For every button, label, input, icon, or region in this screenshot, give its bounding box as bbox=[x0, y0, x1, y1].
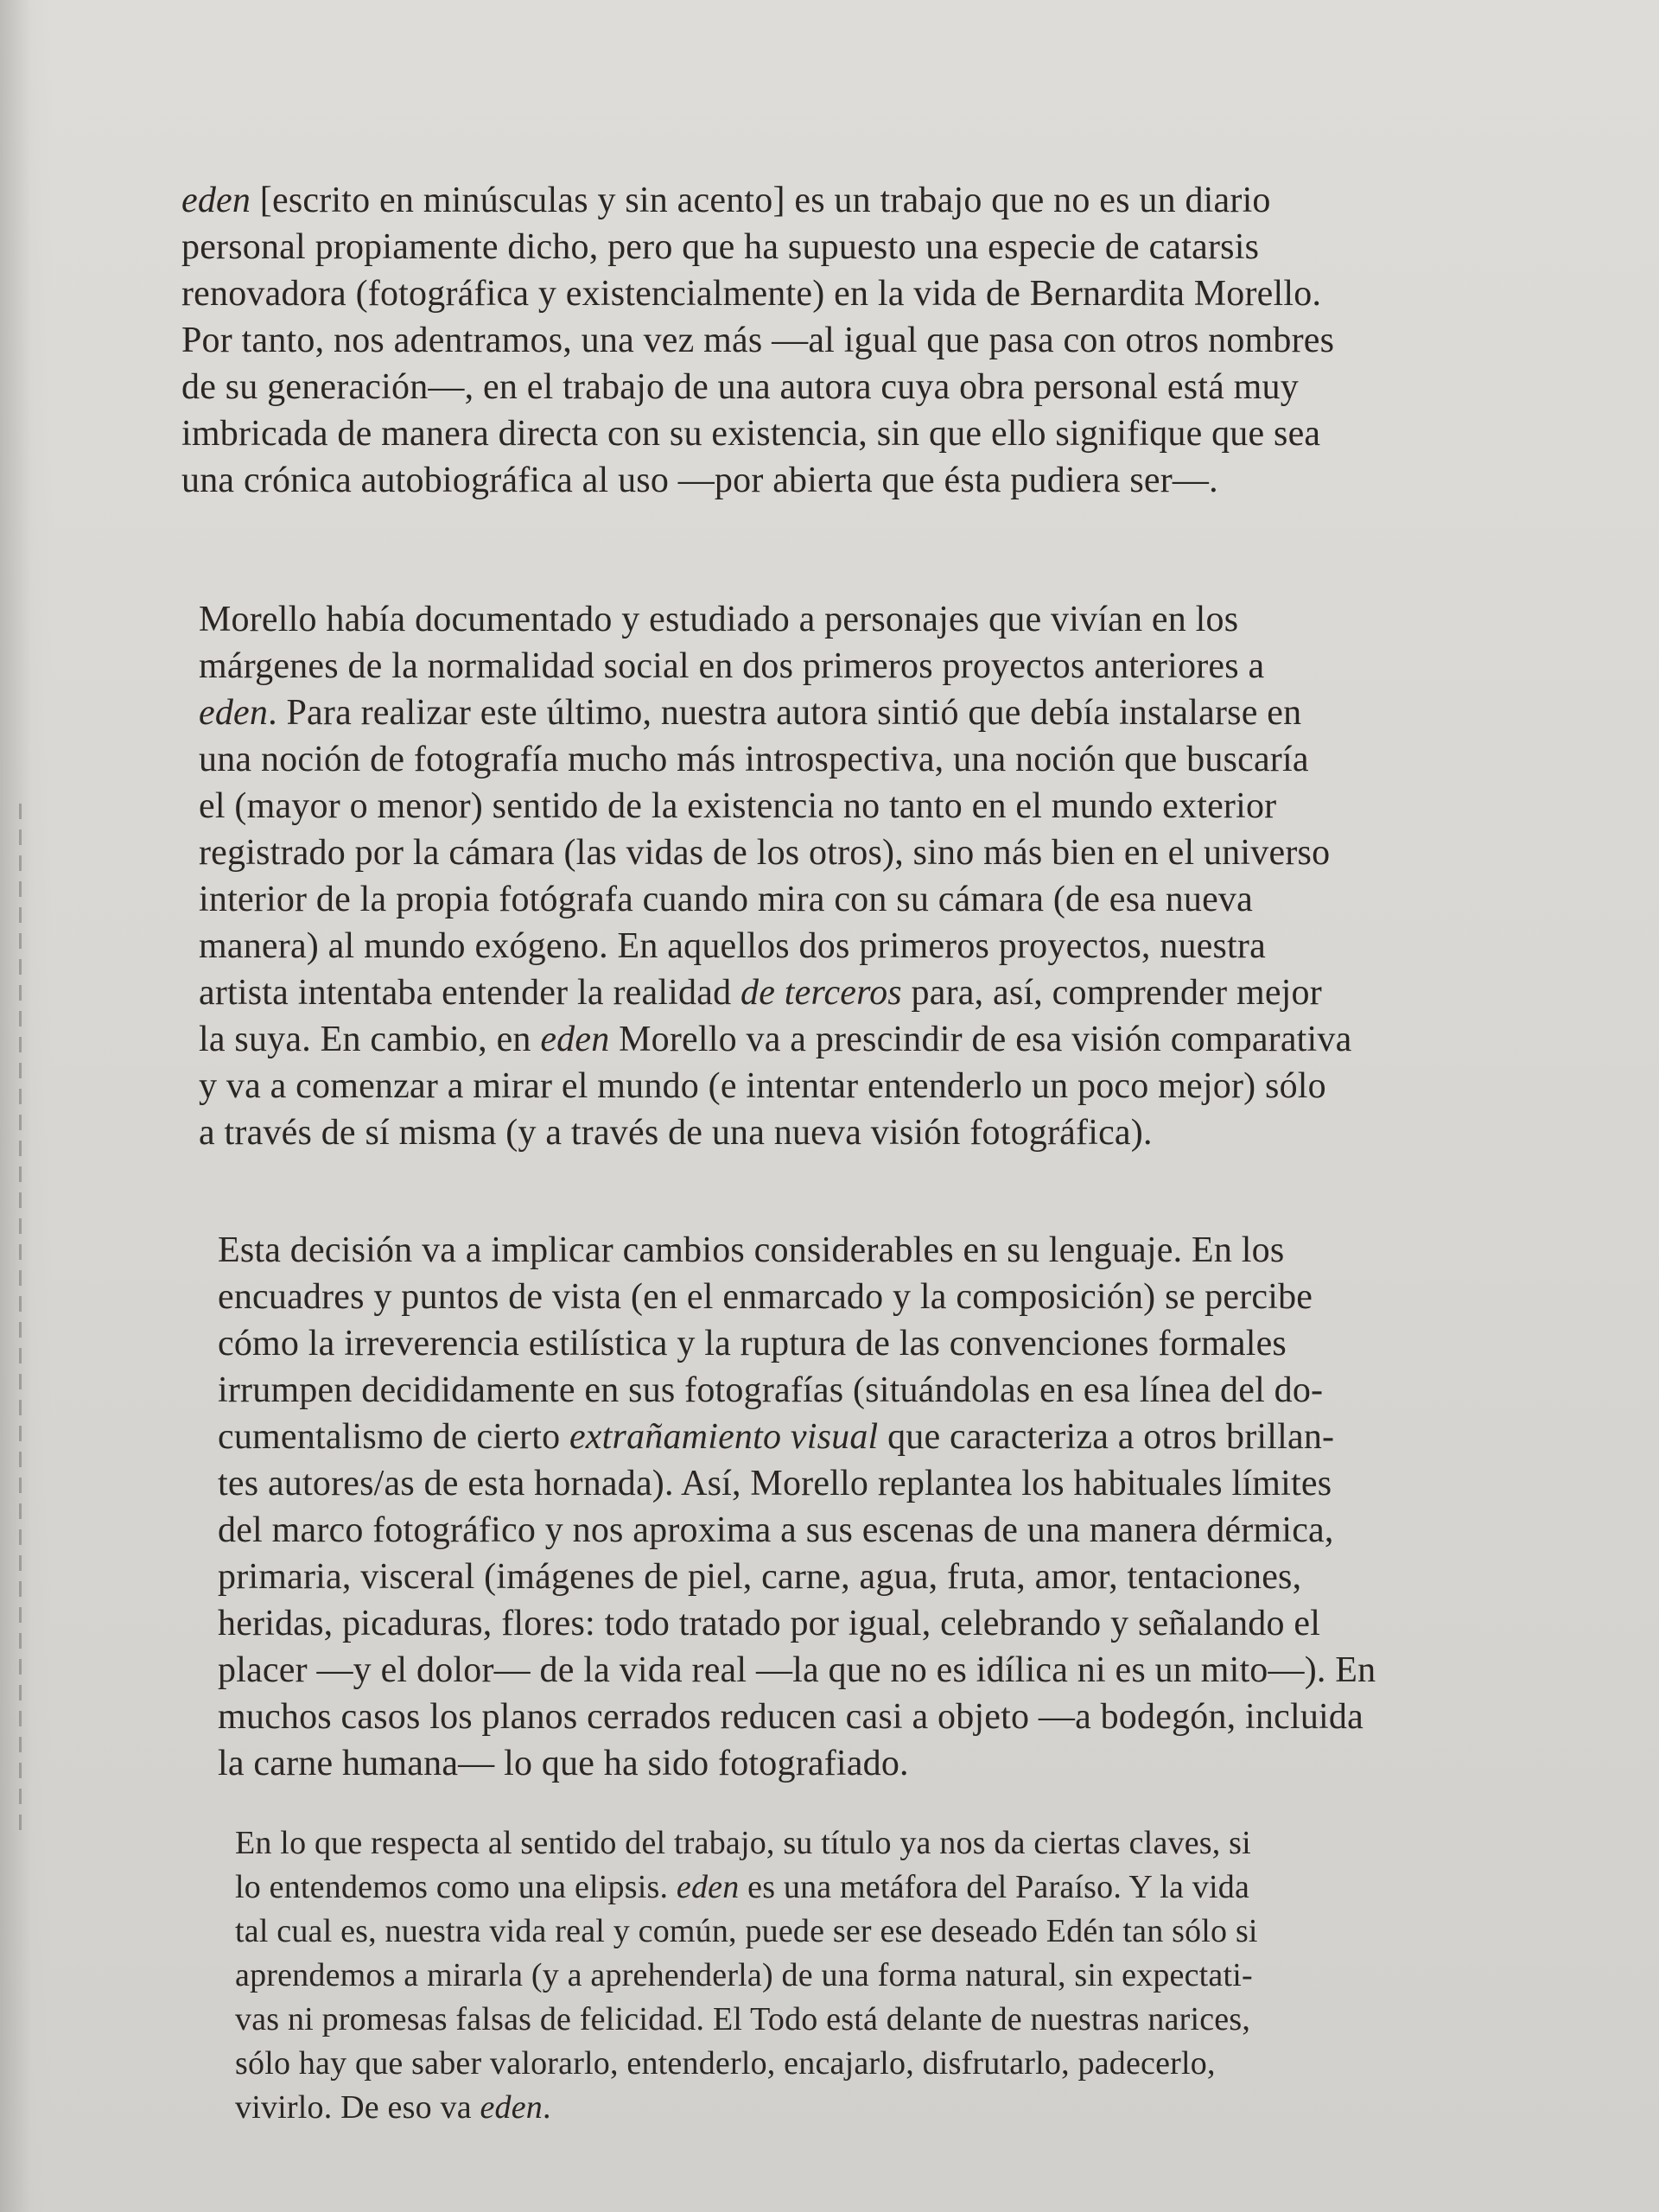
text-line bbox=[235, 1866, 1258, 1910]
text-line bbox=[181, 270, 1334, 317]
text-line bbox=[218, 1227, 1376, 1274]
text-segment: para, así, comprender mejor bbox=[901, 973, 1322, 1013]
text-line bbox=[218, 1507, 1376, 1554]
text-line bbox=[181, 177, 1334, 224]
text-segment: sólo hay que saber valorarlo, entenderlo, encajarlo, disfrutarlo, padecerlo, bbox=[235, 2045, 1216, 2082]
text-segment: registrado por la cámara (las vidas de los otros), sino más bien en el universo bbox=[199, 833, 1331, 873]
text-line bbox=[235, 1954, 1258, 1998]
text-segment: que caracteriza a otros brillan- bbox=[878, 1417, 1335, 1457]
text-line bbox=[181, 457, 1334, 504]
text-segment: una noción de fotografía mucho más introspectiva, una noción que buscaría bbox=[199, 740, 1309, 779]
text-segment: artista intentaba entender la realidad bbox=[199, 973, 741, 1013]
text-line bbox=[199, 1016, 1351, 1063]
text-segment: placer —y el dolor— de la vida real —la que no es idílica ni es un mito—). En bbox=[218, 1650, 1376, 1690]
text-segment: tal cual es, nuestra vida real y común, puede ser ese deseado Edén tan sólo si bbox=[235, 1913, 1258, 1949]
italic-text: de terceros bbox=[741, 973, 902, 1013]
text-line bbox=[218, 1414, 1376, 1460]
text-segment: . bbox=[543, 2089, 551, 2126]
text-line bbox=[181, 317, 1334, 364]
text-line bbox=[199, 690, 1351, 736]
text-segment: vivirlo. De eso va bbox=[235, 2089, 480, 2126]
text-line bbox=[199, 643, 1351, 690]
text-line bbox=[235, 1821, 1258, 1866]
text-segment: primaria, visceral (imágenes de piel, carne, agua, fruta, amor, tentaciones, bbox=[218, 1557, 1302, 1597]
text-line bbox=[235, 1998, 1258, 2042]
text-segment: de su generación—, en el trabajo de una autora cuya obra personal está muy bbox=[181, 367, 1299, 407]
italic-text: eden bbox=[480, 2089, 543, 2126]
paragraph-2 bbox=[199, 596, 1351, 1156]
text-line bbox=[235, 2042, 1258, 2086]
text-segment: muchos casos los planos cerrados reducen casi a objeto —a bodegón, incluida bbox=[218, 1697, 1363, 1737]
text-line bbox=[199, 783, 1351, 830]
text-segment: Esta decisión va a implicar cambios considerables en su lenguaje. En los bbox=[218, 1230, 1285, 1270]
text-segment: y va a comenzar a mirar el mundo (e intentar entenderlo un poco mejor) sólo bbox=[199, 1066, 1326, 1106]
text-line bbox=[218, 1740, 1376, 1787]
text-segment: manera) al mundo exógeno. En aquellos dos primeros proyectos, nuestra bbox=[199, 926, 1266, 966]
text-segment: [escrito en minúsculas y sin acento] es un trabajo que no es un diario bbox=[251, 181, 1271, 220]
text-segment: cómo la irreverencia estilística y la ruptura de las convenciones formales bbox=[218, 1324, 1287, 1363]
text-line bbox=[199, 1063, 1351, 1109]
text-segment: márgenes de la normalidad social en dos primeros proyectos anteriores a bbox=[199, 646, 1265, 686]
text-segment: Por tanto, nos adentramos, una vez más —al igual que pasa con otros nombres bbox=[181, 321, 1335, 360]
text-segment: cumentalismo de cierto bbox=[218, 1417, 569, 1457]
text-segment: la carne humana— lo que ha sido fotografiado. bbox=[218, 1744, 909, 1783]
text-segment: aprendemos a mirarla (y a aprehenderla) de una forma natural, sin expectati- bbox=[235, 1957, 1253, 1993]
text-line bbox=[199, 969, 1351, 1016]
italic-text: eden bbox=[676, 1869, 740, 1905]
text-line bbox=[199, 923, 1351, 969]
text-segment: renovadora (fotográfica y existencialmente) en la vida de Bernardita Morello. bbox=[181, 274, 1322, 314]
text-segment: encuadres y puntos de vista (en el enmarcado y la composición) se percibe bbox=[218, 1277, 1313, 1317]
text-line bbox=[181, 224, 1334, 270]
paragraph-3 bbox=[218, 1227, 1376, 1787]
text-line bbox=[218, 1367, 1376, 1414]
text-line bbox=[199, 876, 1351, 923]
italic-text: eden bbox=[540, 1020, 610, 1059]
text-segment: una crónica autobiográfica al uso —por abierta que ésta pudiera ser—. bbox=[181, 461, 1218, 500]
text-segment: vas ni promesas falsas de felicidad. El Todo está delante de nuestras narices, bbox=[235, 2001, 1251, 2037]
text-segment: imbricada de manera directa con su existencia, sin que ello signifique que sea bbox=[181, 414, 1321, 454]
binding-edge bbox=[19, 804, 22, 1840]
paragraph-4 bbox=[235, 1821, 1258, 2130]
text-line bbox=[218, 1647, 1376, 1694]
text-segment: el (mayor o menor) sentido de la existencia no tanto en el mundo exterior bbox=[199, 786, 1277, 826]
text-line bbox=[218, 1460, 1376, 1507]
text-segment: heridas, picaduras, flores: todo tratado por igual, celebrando y señalando el bbox=[218, 1604, 1321, 1643]
text-line bbox=[199, 736, 1351, 783]
text-line bbox=[181, 410, 1334, 457]
page-edge-shadow bbox=[0, 0, 52, 2212]
text-segment: interior de la propia fotógrafa cuando mira con su cámara (de esa nueva bbox=[199, 880, 1253, 919]
text-line bbox=[218, 1694, 1376, 1740]
text-line bbox=[218, 1274, 1376, 1320]
text-line bbox=[235, 2086, 1258, 2130]
text-segment: lo entendemos como una elipsis. bbox=[235, 1869, 677, 1905]
text-segment: En lo que respecta al sentido del trabajo, su título ya nos da ciertas claves, si bbox=[235, 1825, 1251, 1861]
text-line bbox=[199, 596, 1351, 643]
italic-text: eden bbox=[199, 693, 269, 733]
text-segment: irrumpen decididamente en sus fotografías (situándolas en esa línea del do- bbox=[218, 1370, 1324, 1410]
text-line bbox=[235, 1910, 1258, 1954]
text-segment: a través de sí misma (y a través de una nueva visión fotográfica). bbox=[199, 1113, 1153, 1153]
text-segment: . Para realizar este último, nuestra autora sintió que debía instalarse en bbox=[268, 693, 1302, 733]
text-segment: la suya. En cambio, en bbox=[199, 1020, 541, 1059]
italic-text: eden bbox=[181, 181, 251, 220]
text-segment: Morello había documentado y estudiado a personajes que vivían en los bbox=[199, 600, 1239, 639]
text-line bbox=[181, 364, 1334, 410]
text-segment: personal propiamente dicho, pero que ha supuesto una especie de catarsis bbox=[181, 227, 1260, 267]
paragraph-1 bbox=[181, 177, 1334, 504]
text-segment: tes autores/as de esta hornada). Así, Morello replantea los habituales límites bbox=[218, 1464, 1332, 1503]
text-segment: es una metáfora del Paraíso. Y la vida bbox=[739, 1869, 1250, 1905]
text-line bbox=[218, 1600, 1376, 1647]
text-line bbox=[218, 1320, 1376, 1367]
text-line bbox=[199, 1109, 1351, 1156]
text-segment: del marco fotográfico y nos aproxima a sus escenas de una manera dérmica, bbox=[218, 1510, 1334, 1550]
text-line bbox=[218, 1554, 1376, 1600]
text-line bbox=[199, 830, 1351, 876]
italic-text: extrañamiento visual bbox=[569, 1417, 879, 1457]
text-segment: Morello va a prescindir de esa visión comparativa bbox=[609, 1020, 1352, 1059]
